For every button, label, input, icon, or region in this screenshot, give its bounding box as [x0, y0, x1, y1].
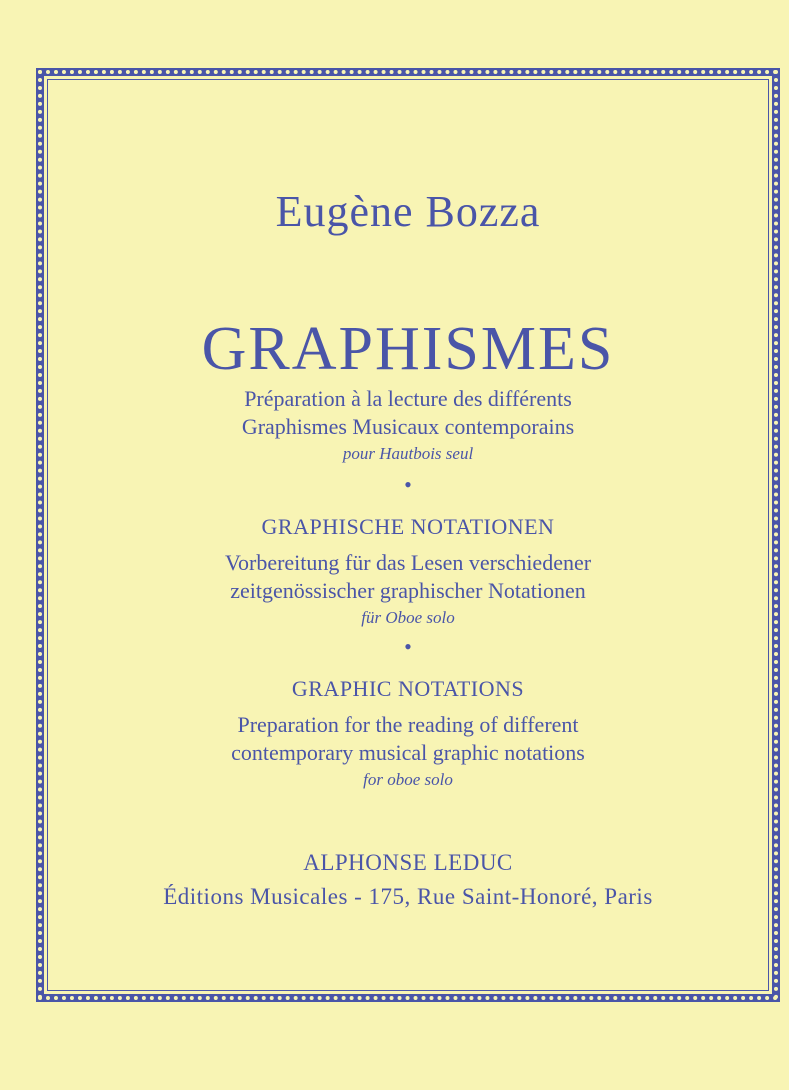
separator-bullet-2: •	[404, 634, 412, 659]
cover-content	[36, 68, 780, 1002]
publisher-address: Éditions Musicales - 175, Rue Saint-Honoré, Paris	[163, 884, 653, 909]
french-description-line-1: Préparation à la lecture des différents	[244, 386, 572, 411]
english-instrument: for oboe solo	[363, 770, 453, 789]
publisher-name: ALPHONSE LEDUC	[303, 850, 513, 875]
german-heading: GRAPHISCHE NOTATIONEN	[261, 514, 555, 539]
german-instrument: für Oboe solo	[361, 608, 455, 627]
german-description-line-2: zeitgenössischer graphischer Notationen	[230, 578, 586, 603]
main-title: GRAPHISMES	[201, 315, 615, 383]
english-description-line-1: Preparation for the reading of different	[237, 712, 579, 737]
english-heading: GRAPHIC NOTATIONS	[291, 676, 525, 701]
french-description-line-2: Graphismes Musicaux contemporains	[241, 414, 575, 439]
composer-name: Eugène Bozza	[275, 187, 541, 236]
french-instrument: pour Hautbois seul	[342, 444, 474, 463]
english-description-line-2: contemporary musical graphic notations	[231, 740, 585, 765]
german-description-line-1: Vorbereitung für das Lesen verschiedener	[224, 550, 592, 575]
separator-bullet-1: •	[404, 472, 412, 497]
